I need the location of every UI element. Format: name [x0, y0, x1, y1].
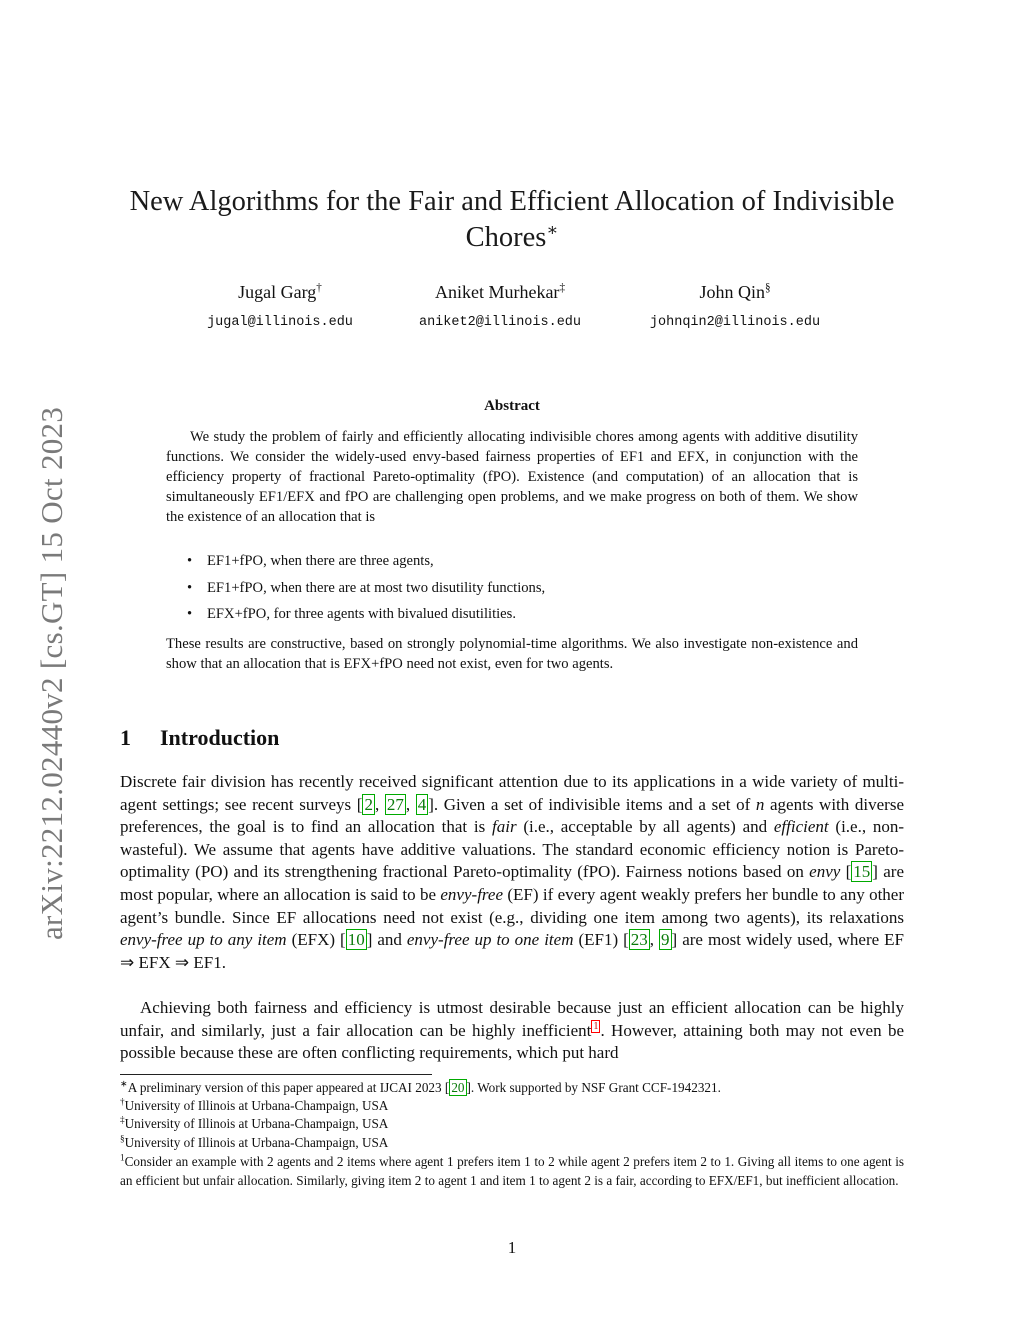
text-run: A preliminary version of this paper appeared at IJCAI 2023 — [127, 1080, 445, 1095]
page-number: 1 — [507, 1238, 517, 1257]
bullet-text: EFX+fPO, for three agents with bivalued disutilities. — [207, 606, 516, 622]
footnote-text: University of Illinois at Urbana-Champaign, USA — [124, 1135, 389, 1150]
bullet-icon: • — [187, 579, 193, 596]
paper-title — [110, 184, 914, 256]
title-line-2: Chores — [465, 222, 547, 253]
text-run: (i.e., acceptable by all agents) and — [516, 817, 774, 837]
author-3 — [625, 282, 845, 303]
text-run: , — [405, 794, 416, 814]
arxiv-sidebar — [34, 350, 74, 950]
citation-link[interactable]: 4 — [417, 794, 427, 814]
citation-link[interactable]: 20 — [451, 1080, 465, 1095]
text-run: Discrete fair division has recently received significant attention due to its applications in a wide variety of multi-agent settings; see recent surveys — [120, 772, 904, 814]
emphasis: fair — [492, 817, 517, 837]
arxiv-identifier[interactable]: arXiv:2212.02440v2 [cs.GT] 15 Oct 2023 — [34, 406, 69, 940]
citation-link[interactable]: 27 — [386, 794, 404, 814]
intro-paragraph-1: Discrete fair division has recently received significant attention due to its applications in a wide variety of multi-agent settings; see recent surveys [ 2 , 27 , 4 ]. Given a set of indivisible items and a set of n agents with diverse preferences, the goal is to find an allocation that is fair (i.e., acceptable by all agents) and efficient (i.e., non-wasteful). We assume that agents have additive valuations. The standard economic efficiency notion is Pareto-optimality (PO) and its strengthening fractional Pareto-optimality (fPO). Fairness notions based on envy [ 15 ] are most popular, where an allocation is said to be envy-free (EF) if every agent weakly prefers her bundle to any other agent’s bundle. Since EF allocations need not exist (e.g., dividing one item among two agents), its relaxations envy-free up to any item (EFX) [ 10 ] and envy-free up to one item (EF1) [ 23 , 9 ] are most widely used, where EF ⇒ EFX ⇒ EF1. — [120, 772, 905, 972]
section-heading — [120, 725, 279, 751]
list-item — [187, 580, 545, 607]
abstract-heading: Abstract — [484, 398, 540, 414]
author-mark[interactable]: § — [764, 282, 771, 294]
citation-link[interactable]: 9 — [661, 930, 670, 950]
citation-link[interactable]: 2 — [364, 794, 373, 814]
footnote-4 — [120, 1134, 904, 1153]
bullet-text: EF1+fPO, when there are three agents, — [207, 553, 434, 569]
title-footnote-mark[interactable]: ∗ — [546, 219, 559, 240]
author-2 — [400, 282, 600, 303]
footnote-mark: † — [120, 1096, 125, 1107]
author-1-email: jugal@illinois.edu — [207, 315, 353, 330]
footnote-mark: ∗ — [120, 1078, 128, 1089]
text-run: , — [649, 930, 660, 950]
emphasis: envy — [809, 862, 841, 882]
intro-paragraph-2 — [120, 997, 904, 1065]
emphasis: efficient — [773, 817, 829, 837]
text-run: agents with diverse preferences, the goal is to find an allocation that is — [120, 794, 904, 837]
text-run: , — [374, 794, 385, 814]
footnote-text: University of Illinois at Urbana-Champaign, USA — [124, 1098, 389, 1113]
bullet-icon: • — [187, 606, 193, 622]
section-number: 1 — [120, 725, 131, 750]
bullet-icon: • — [187, 553, 193, 569]
text-run: Achieving both fairness and efficiency is utmost desirable because just an efficient allocation can be highly unfair, and similarly, just a fair allocation can be highly inefficient — [120, 998, 904, 1040]
citation-link[interactable]: 10 — [347, 930, 365, 950]
citation-link[interactable]: 15 — [853, 862, 871, 882]
citation-link[interactable]: 23 — [630, 930, 648, 950]
footnote-mark: § — [120, 1133, 125, 1144]
text-run: (EF1) — [573, 930, 624, 950]
text-run: (i.e., non-wasteful). We assume that agents have additive valuations. The standard economic efficiency notion is Pareto-optimality (PO) and its strengthening fractional Pareto-optimality (fPO). Fairness notions based on — [120, 817, 905, 882]
text-run: and — [372, 930, 407, 950]
author-3-email: johnqin2@illinois.edu — [649, 315, 821, 330]
bullet-text: EF1+fPO, when there are at most two disutility functions, — [207, 579, 546, 596]
emphasis: envy-free up to any item — [120, 930, 287, 950]
footnote-link[interactable]: 1 — [593, 1020, 599, 1032]
text-run: (EF) if every agent weakly prefers her bundle to any other agent’s bundle. Since EF allocations need not exist (e.g., dividing one item among two agents), its relaxations — [120, 884, 905, 927]
footnote-1: ∗A preliminary version of this paper appeared at IJCAI 2023 [ 20 ]. Work supported by NSF Grant CCF-1942321. — [120, 1078, 721, 1095]
footnote-divider — [120, 1074, 432, 1075]
list-item — [187, 606, 545, 633]
footnote-text: University of Illinois at Urbana-Champaign, USA — [124, 1116, 389, 1131]
abstract-bullet-list — [187, 553, 545, 633]
footnote-text: Consider an example with 2 agents and 2 items where agent 1 prefers item 1 to 2 while agent 2 prefers item 2 to 1. Giving all items to one agent is an efficient but unfair allocation. Similarly, giving item 2 to agent 1 and item 1 to agent 2 is a fair, according to EFX/EF1, but inefficient allocation. — [120, 1154, 904, 1188]
emphasis: envy-free up to one item — [406, 930, 574, 950]
author-name: John Qin — [699, 282, 765, 302]
math-n: n — [755, 794, 765, 814]
text-run: . Work supported by NSF Grant CCF-1942321. — [470, 1080, 721, 1095]
author-mark[interactable]: ‡ — [559, 282, 566, 294]
text-run: (EFX) — [286, 930, 341, 950]
footnote-5 — [120, 1153, 904, 1190]
list-item — [187, 553, 545, 580]
abstract-paragraph-2: These results are constructive, based on strongly polynomial-time algorithms. We also investigate non-existence and show that an allocation that is EFX+fPO need not exist, even for two agents. — [166, 636, 858, 672]
abstract-paragraph-1: We study the problem of fairly and efficiently allocating indivisible chores among agents with additive disutility functions. We consider the widely-used envy-based fairness properties of EF1 and EFX, in conjunction with the efficiency property of fractional Pareto-optimality (fPO). Existence (and computation) of an allocation that is simultaneously EF1/EFX and fPO are challenging open problems, and we make progress on both of them. We show the existence of an allocation that is — [166, 429, 858, 525]
author-name: Aniket Murhekar — [434, 282, 560, 302]
author-1 — [190, 282, 370, 303]
text-run: are most widely used, where EF ⇒ EFX ⇒ EF1. — [120, 930, 905, 972]
section-title: Introduction — [160, 725, 280, 750]
author-mark[interactable]: † — [316, 282, 322, 294]
footnote-2 — [120, 1097, 904, 1116]
text-run: . Given a set of indivisible items and a set of — [433, 794, 756, 814]
footnote-3 — [120, 1115, 904, 1134]
text-run: are most popular, where an allocation is said to be — [120, 862, 904, 904]
footnote-mark: ‡ — [120, 1114, 125, 1125]
author-2-email: aniket2@illinois.edu — [418, 315, 582, 330]
text-run: . However, attaining both may not even be possible because these are often conflicting requirements, which put hard — [120, 1020, 904, 1063]
title-line-1: New Algorithms for the Fair and Efficient Allocation of Indivisible — [129, 186, 895, 217]
author-name: Jugal Garg — [238, 282, 317, 302]
footnote-mark: 1 — [120, 1152, 125, 1163]
emphasis: envy-free — [440, 884, 503, 904]
